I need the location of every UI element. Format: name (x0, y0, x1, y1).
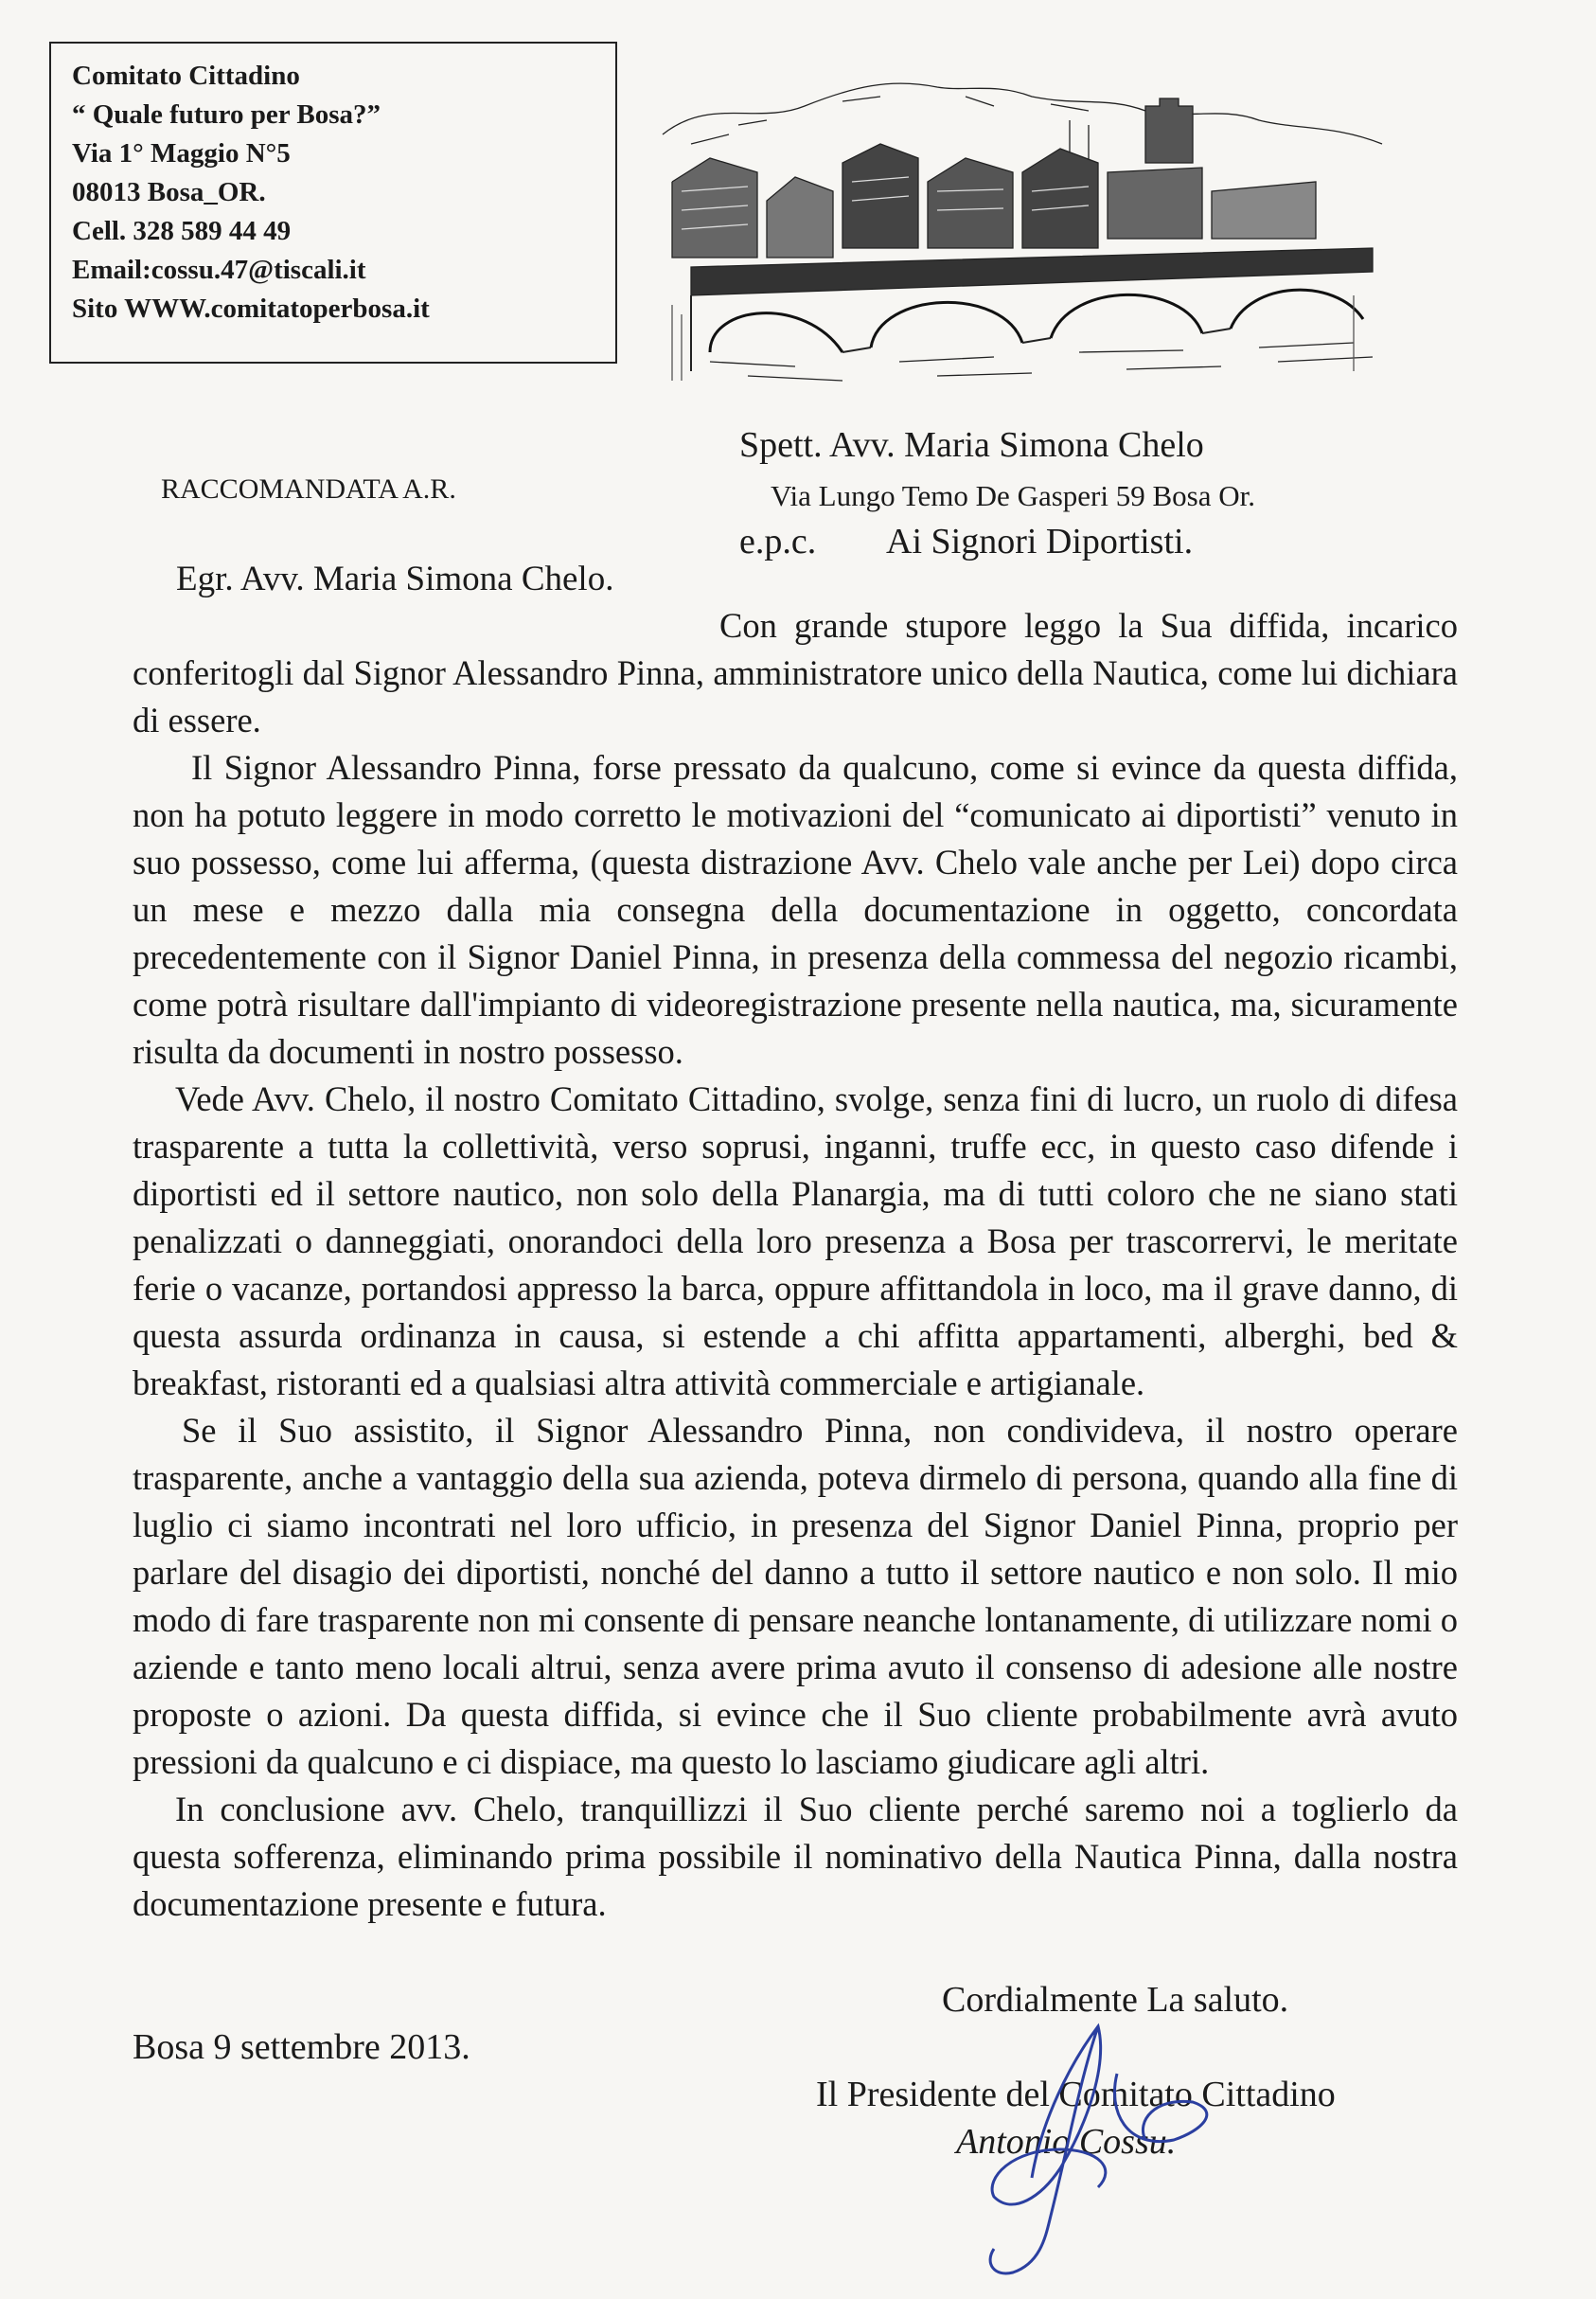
sender-website: Sito WWW.comitatoperbosa.it (72, 294, 430, 324)
signatory-name: Antonio Cossu. (956, 2122, 1177, 2162)
place-date: Bosa 9 settembre 2013. (133, 2027, 470, 2067)
bosa-bridge-sketch (653, 68, 1401, 390)
sender-email: Email:cossu.47@tiscali.it (72, 255, 366, 285)
delivery-method: RACCOMANDATA A.R. (161, 473, 456, 505)
sender-city: 08013 Bosa_OR. (72, 177, 266, 207)
recipient-line: Spett. Avv. Maria Simona Chelo (739, 425, 1204, 465)
letter-body (133, 602, 1458, 1928)
body-paragraph-3: Vede Avv. Chelo, il nostro Comitato Cittadino, svolge, senza fini di lucro, un ruolo di difesa trasparente a tutta la collettività, verso soprusi, inganni, truffe ecc, in questo caso difende i diportisti ed il settore nautico, non solo della Planargia, ma di tutti coloro che ne siano stati penalizzati o danneggiati, onorandoci della loro presenza a Bosa per trascorrervi, le meritate ferie o vacanze, portandosi appresso la barca, oppure affittandola in loco, ma il grave danno, di questa assurda ordinanza in causa, si estende a chi affitta appartamenti, alberghi, bed & breakfast, ristoranti ed a qualsiasi altra attività commerciale e artigianale. (133, 1079, 1458, 1402)
signatory-title: Il Presidente del Comitato Cittadino (816, 2075, 1336, 2114)
sender-org: Comitato Cittadino (72, 61, 300, 91)
sender-motto: “ Quale futuro per Bosa?” (72, 99, 381, 130)
cc-prefix: e.p.c. (739, 522, 817, 561)
recipient-address: Via Lungo Temo De Gasperi 59 Bosa Or. (771, 479, 1255, 512)
sender-letterhead (49, 42, 617, 364)
sender-phone: Cell. 328 589 44 49 (72, 216, 292, 246)
salutation: Egr. Avv. Maria Simona Chelo. (176, 560, 614, 598)
handwritten-signature (956, 2007, 1231, 2291)
body-paragraph-1: Con grande stupore leggo la Sua diffida, incarico conferitogli dal Signor Alessandro Pinna, amministratore unico della Nautica, come lui dichiara di essere. (133, 606, 1458, 740)
body-paragraph-4: Se il Suo assistito, il Signor Alessandro Pinna, non condivideva, il nostro operare trasparente, anche a vantaggio della sua azienda, poteva dirmelo di persona, quando alla fine di luglio ci siamo incontrati nel loro ufficio, in presenza del Signor Daniel Pinna, proprio per parlare del disagio dei diportisti, nonché del danno a tutto il settore nautico e non solo. Il mio modo di fare trasparente non mi consente di pensare neanche lontanamente, di utilizzare nomi o aziende e tanto meno locali altrui, senza avere prima avuto il consenso di adesione alle nostre proposte o azioni. Da questa diffida, si evince che il Suo cliente probabilmente avrà avuto pressioni da qualcuno e ci dispiace, ma questo lo lasciamo giudicare agli altri. (133, 1411, 1458, 1781)
body-paragraph-2: Il Signor Alessandro Pinna, forse pressato da qualcuno, come si evince da questa diffida, non ha potuto leggere in modo corretto le motivazioni del “comunicato ai diportisti” venuto in suo possesso, come lui afferma, (questa distrazione Avv. Chelo vale anche per Lei) dopo circa un mese e mezzo dalla mia consegna della documentazione in oggetto, concordata precedentemente con il Signor Daniel Pinna, in presenza della commessa del negozio ricambi, come potrà risultare dall'impianto di videoregistrazione presente nella nautica, ma, sicuramente risulta da documenti in nostro possesso. (133, 748, 1458, 1071)
cc-recipients: Ai Signori Diportisti. (886, 522, 1194, 561)
body-paragraph-5: In conclusione avv. Chelo, tranquillizzi il Suo cliente perché saremo noi a toglierlo da questa sofferenza, eliminando prima possibile il nominativo della Nautica Pinna, dalla nostra documentazione presente e futura. (133, 1790, 1458, 1923)
sender-street: Via 1° Maggio N°5 (72, 138, 291, 169)
closing: Cordialmente La saluto. (942, 1980, 1289, 2020)
